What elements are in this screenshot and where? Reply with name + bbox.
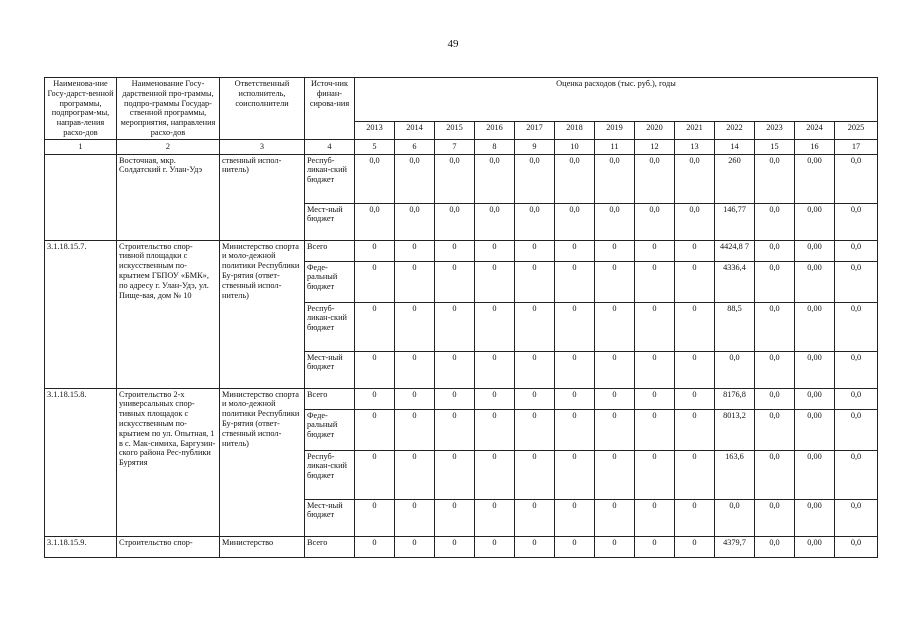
expense-value: 0 bbox=[595, 409, 635, 450]
expense-value: 0 bbox=[395, 499, 435, 536]
expense-value: 0 bbox=[475, 351, 515, 388]
year-header: 2024 bbox=[795, 121, 835, 139]
expense-value: 0 bbox=[475, 499, 515, 536]
expense-value: 0,0 bbox=[755, 302, 795, 351]
expense-value: 0 bbox=[635, 536, 675, 557]
year-header: 2014 bbox=[395, 121, 435, 139]
column-number: 16 bbox=[795, 139, 835, 154]
expense-value: 0 bbox=[355, 261, 395, 302]
expense-value: 0 bbox=[435, 240, 475, 261]
year-header: 2025 bbox=[835, 121, 878, 139]
responsible-executor: Министерство bbox=[220, 536, 305, 557]
expense-value: 0,0 bbox=[475, 154, 515, 203]
expenditure-table bbox=[44, 77, 878, 558]
expense-value: 0,0 bbox=[835, 240, 878, 261]
column-number: 8 bbox=[475, 139, 515, 154]
expense-value: 0 bbox=[355, 536, 395, 557]
expense-value: 0,0 bbox=[755, 450, 795, 499]
expense-value: 0,0 bbox=[835, 351, 878, 388]
expense-value: 0,00 bbox=[795, 240, 835, 261]
expense-value: 0,0 bbox=[835, 302, 878, 351]
expense-value: 0 bbox=[595, 261, 635, 302]
expense-value: 0 bbox=[635, 302, 675, 351]
expense-value: 0 bbox=[675, 388, 715, 409]
funding-source: Респуб-ликан-ский бюджет bbox=[305, 302, 355, 351]
column-number: 7 bbox=[435, 139, 475, 154]
table-row bbox=[45, 154, 878, 203]
expense-value: 8013,2 bbox=[715, 409, 755, 450]
activity-code: 3.1.18.15.7. bbox=[45, 240, 117, 388]
expense-value: 0 bbox=[555, 388, 595, 409]
funding-source: Всего bbox=[305, 240, 355, 261]
expense-value: 0 bbox=[475, 261, 515, 302]
expense-value: 0 bbox=[635, 351, 675, 388]
expense-value: 0 bbox=[675, 499, 715, 536]
expense-value: 0 bbox=[515, 240, 555, 261]
responsible-executor: Министерство спорта и моло-дежной политики Республики Бу-рятия (ответ-ственный испол-нитель) bbox=[220, 388, 305, 536]
column-number: 6 bbox=[395, 139, 435, 154]
expense-value: 0 bbox=[635, 388, 675, 409]
expense-value: 0 bbox=[595, 499, 635, 536]
year-header: 2021 bbox=[675, 121, 715, 139]
header-estimate: Оценка расходов (тыс. руб.), годы bbox=[355, 78, 878, 122]
expense-value: 0 bbox=[635, 261, 675, 302]
expense-value: 0 bbox=[435, 351, 475, 388]
activity-name: Строительство спор- bbox=[117, 536, 220, 557]
column-number: 11 bbox=[595, 139, 635, 154]
expense-value: 0 bbox=[675, 302, 715, 351]
expense-value: 0 bbox=[475, 409, 515, 450]
expense-value: 0 bbox=[635, 450, 675, 499]
expense-value: 0 bbox=[675, 240, 715, 261]
expense-value: 0,0 bbox=[835, 450, 878, 499]
table-row bbox=[45, 536, 878, 557]
header-col4: Источ-ник финан-сирова-ния bbox=[305, 78, 355, 140]
expense-value: 0 bbox=[355, 409, 395, 450]
expense-value: 0 bbox=[595, 240, 635, 261]
column-number: 17 bbox=[835, 139, 878, 154]
expense-value: 0 bbox=[435, 261, 475, 302]
year-header: 2023 bbox=[755, 121, 795, 139]
expense-value: 0,00 bbox=[795, 409, 835, 450]
expense-value: 0 bbox=[515, 409, 555, 450]
expense-value: 0 bbox=[555, 302, 595, 351]
header-col1: Наименова-ние Госу-дарст-венной программы, подпрограм-мы, направ-ления расхо-дов bbox=[45, 78, 117, 140]
expense-value: 0,0 bbox=[595, 154, 635, 203]
column-number: 13 bbox=[675, 139, 715, 154]
activity-code bbox=[45, 154, 117, 240]
expense-value: 0 bbox=[675, 450, 715, 499]
expense-value: 0,0 bbox=[755, 499, 795, 536]
expense-value: 0 bbox=[475, 450, 515, 499]
year-header: 2018 bbox=[555, 121, 595, 139]
header-row bbox=[45, 78, 878, 122]
expense-value: 0,0 bbox=[595, 203, 635, 240]
expense-value: 0,0 bbox=[835, 388, 878, 409]
expense-value: 0 bbox=[555, 450, 595, 499]
expense-value: 0 bbox=[595, 388, 635, 409]
expense-value: 0 bbox=[395, 302, 435, 351]
expense-value: 0 bbox=[515, 351, 555, 388]
activity-name: Восточная, мкр. Солдатский г. Улан-Удэ bbox=[117, 154, 220, 240]
expense-value: 0 bbox=[395, 450, 435, 499]
column-number: 1 bbox=[45, 139, 117, 154]
column-number: 15 bbox=[755, 139, 795, 154]
expense-value: 0 bbox=[555, 240, 595, 261]
expense-value: 0 bbox=[555, 351, 595, 388]
expense-value: 0,00 bbox=[795, 154, 835, 203]
expense-value: 0 bbox=[395, 351, 435, 388]
funding-source: Респуб-ликан-ский бюджет bbox=[305, 154, 355, 203]
responsible-executor: Министерство спорта и моло-дежной политики Республики Бу-рятия (ответ-ственный испол-нитель) bbox=[220, 240, 305, 388]
expense-value: 0,0 bbox=[835, 203, 878, 240]
expense-value: 0 bbox=[435, 499, 475, 536]
expense-value: 0 bbox=[435, 409, 475, 450]
funding-source: Мест-ный бюджет bbox=[305, 499, 355, 536]
funding-source: Феде-ральный бюджет bbox=[305, 261, 355, 302]
expense-value: 0,00 bbox=[795, 499, 835, 536]
expense-value: 0 bbox=[475, 240, 515, 261]
expense-value: 0 bbox=[595, 302, 635, 351]
expense-value: 0 bbox=[515, 388, 555, 409]
expense-value: 0,00 bbox=[795, 388, 835, 409]
funding-source: Всего bbox=[305, 536, 355, 557]
expense-value: 4336,4 bbox=[715, 261, 755, 302]
column-number: 9 bbox=[515, 139, 555, 154]
activity-name: Строительство спор-тивной площадки с искусственным по-крытием ГБПОУ «БМК», по адресу г. Улан-Удэ, ул. Пище-вая, дом № 10 bbox=[117, 240, 220, 388]
expense-value: 0,0 bbox=[835, 154, 878, 203]
table-row bbox=[45, 388, 878, 409]
expense-value: 0,0 bbox=[755, 409, 795, 450]
expense-value: 0,0 bbox=[755, 154, 795, 203]
expense-value: 163,6 bbox=[715, 450, 755, 499]
expense-value: 0,00 bbox=[795, 351, 835, 388]
expense-value: 0,0 bbox=[755, 351, 795, 388]
expense-value: 0 bbox=[635, 240, 675, 261]
expense-value: 0,0 bbox=[755, 536, 795, 557]
expense-value: 0 bbox=[435, 388, 475, 409]
expense-value: 4424,8 7 bbox=[715, 240, 755, 261]
expense-value: 0 bbox=[475, 388, 515, 409]
expense-value: 0 bbox=[555, 536, 595, 557]
table-row bbox=[45, 240, 878, 261]
expense-value: 4379,7 bbox=[715, 536, 755, 557]
expense-value: 0 bbox=[515, 536, 555, 557]
expense-value: 0,0 bbox=[355, 154, 395, 203]
expense-value: 0 bbox=[515, 499, 555, 536]
expense-value: 0,0 bbox=[515, 154, 555, 203]
expense-value: 0,00 bbox=[795, 203, 835, 240]
activity-name: Строительство 2-х универсальных спор-тивных площадок с искусственным по-крытием по ул. Опытная, 1 в с. Мак-симиха, Баргузин-ского района Рес-публики Бурятия bbox=[117, 388, 220, 536]
expense-value: 0,00 bbox=[795, 302, 835, 351]
expense-value: 0 bbox=[355, 240, 395, 261]
column-number-row bbox=[45, 139, 878, 154]
expense-value: 0,0 bbox=[675, 203, 715, 240]
header-col2: Наименование Госу-дарственной про-граммы, подпро-граммы Государ-ственной программы, мероприятия, направления расхо-дов bbox=[117, 78, 220, 140]
expense-value: 88,5 bbox=[715, 302, 755, 351]
expense-value: 0 bbox=[595, 351, 635, 388]
expense-value: 0 bbox=[475, 536, 515, 557]
year-header: 2019 bbox=[595, 121, 635, 139]
funding-source: Всего bbox=[305, 388, 355, 409]
expense-value: 0,0 bbox=[355, 203, 395, 240]
year-header: 2013 bbox=[355, 121, 395, 139]
expense-value: 0,0 bbox=[835, 261, 878, 302]
expense-value: 0,0 bbox=[475, 203, 515, 240]
expense-value: 260 bbox=[715, 154, 755, 203]
expense-value: 0,00 bbox=[795, 536, 835, 557]
expense-value: 0 bbox=[355, 388, 395, 409]
expense-value: 0 bbox=[515, 261, 555, 302]
year-header: 2017 bbox=[515, 121, 555, 139]
funding-source: Респуб-ликан-ский бюджет bbox=[305, 450, 355, 499]
funding-source: Мест-ный бюджет bbox=[305, 203, 355, 240]
expense-value: 0 bbox=[675, 409, 715, 450]
expense-value: 0,0 bbox=[755, 240, 795, 261]
expense-value: 0,0 bbox=[515, 203, 555, 240]
expense-value: 0,0 bbox=[715, 499, 755, 536]
expense-value: 0 bbox=[355, 499, 395, 536]
expense-value: 0,00 bbox=[795, 261, 835, 302]
expense-value: 0 bbox=[555, 409, 595, 450]
expense-value: 0,0 bbox=[755, 388, 795, 409]
expense-value: 0,0 bbox=[755, 203, 795, 240]
expense-value: 0 bbox=[675, 261, 715, 302]
expense-value: 0 bbox=[395, 261, 435, 302]
expense-value: 0,00 bbox=[795, 450, 835, 499]
expense-value: 0,0 bbox=[755, 261, 795, 302]
page-number: 49 bbox=[447, 38, 459, 50]
expense-value: 0 bbox=[355, 351, 395, 388]
expense-value: 0 bbox=[355, 450, 395, 499]
expense-value: 0 bbox=[675, 351, 715, 388]
expense-value: 0 bbox=[675, 536, 715, 557]
activity-code: 3.1.18.15.8. bbox=[45, 388, 117, 536]
expense-value: 8176,8 bbox=[715, 388, 755, 409]
year-header: 2015 bbox=[435, 121, 475, 139]
column-number: 2 bbox=[117, 139, 220, 154]
responsible-executor: ственный испол-нитель) bbox=[220, 154, 305, 240]
expense-value: 0,0 bbox=[675, 154, 715, 203]
expense-value: 0 bbox=[395, 409, 435, 450]
expense-value: 0,0 bbox=[635, 203, 675, 240]
column-number: 14 bbox=[715, 139, 755, 154]
expense-value: 0,0 bbox=[435, 203, 475, 240]
column-number: 10 bbox=[555, 139, 595, 154]
expense-value: 0 bbox=[435, 536, 475, 557]
expense-value: 0 bbox=[435, 302, 475, 351]
expense-value: 0 bbox=[435, 450, 475, 499]
year-header: 2022 bbox=[715, 121, 755, 139]
funding-source: Феде-ральный бюджет bbox=[305, 409, 355, 450]
expense-value: 0,0 bbox=[395, 203, 435, 240]
expense-value: 0,0 bbox=[435, 154, 475, 203]
expense-value: 0,0 bbox=[395, 154, 435, 203]
expense-value: 0,0 bbox=[835, 499, 878, 536]
year-header: 2020 bbox=[635, 121, 675, 139]
expense-value: 0 bbox=[595, 450, 635, 499]
expense-value: 0,0 bbox=[835, 409, 878, 450]
column-number: 12 bbox=[635, 139, 675, 154]
activity-code: 3.1.18.15.9. bbox=[45, 536, 117, 557]
expense-value: 0,0 bbox=[555, 154, 595, 203]
expense-value: 0 bbox=[595, 536, 635, 557]
expense-value: 0 bbox=[395, 536, 435, 557]
expense-value: 0 bbox=[635, 409, 675, 450]
expense-value: 0 bbox=[555, 499, 595, 536]
column-number: 3 bbox=[220, 139, 305, 154]
year-header: 2016 bbox=[475, 121, 515, 139]
column-number: 4 bbox=[305, 139, 355, 154]
expense-value: 0,0 bbox=[835, 536, 878, 557]
expense-value: 0 bbox=[555, 261, 595, 302]
funding-source: Мест-ный бюджет bbox=[305, 351, 355, 388]
expense-value: 0,0 bbox=[635, 154, 675, 203]
expense-value: 0 bbox=[515, 450, 555, 499]
expense-value: 0 bbox=[475, 302, 515, 351]
expense-value: 0 bbox=[635, 499, 675, 536]
expense-value: 0,0 bbox=[715, 351, 755, 388]
expense-value: 0 bbox=[515, 302, 555, 351]
expense-value: 0 bbox=[355, 302, 395, 351]
header-col3: Ответственный исполнитель, соисполнители bbox=[220, 78, 305, 140]
expense-value: 146,77 bbox=[715, 203, 755, 240]
expense-value: 0,0 bbox=[555, 203, 595, 240]
expense-value: 0 bbox=[395, 388, 435, 409]
column-number: 5 bbox=[355, 139, 395, 154]
expense-value: 0 bbox=[395, 240, 435, 261]
